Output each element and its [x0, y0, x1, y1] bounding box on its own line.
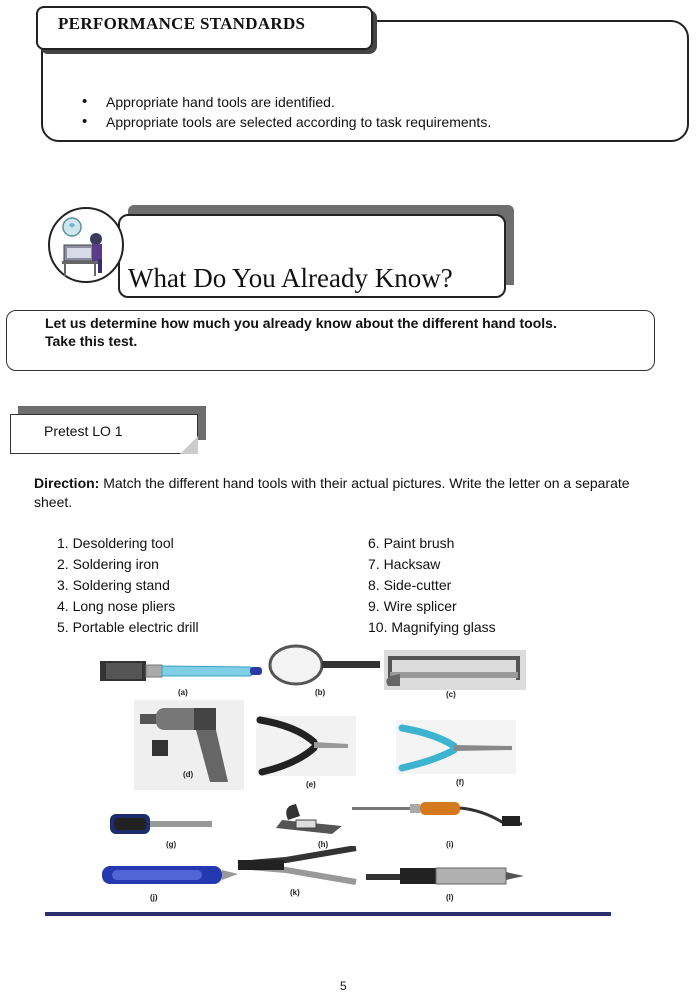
- bottom-rule: [45, 912, 611, 916]
- page-fold-icon: [180, 436, 198, 454]
- wire-stripper-icon: [236, 846, 360, 886]
- tools-list-right: [368, 533, 496, 638]
- caption-i: (i): [446, 840, 454, 849]
- caption-f: (f): [456, 778, 464, 787]
- intro-line-1: Let us determine how much you already know about the different hand tools.: [45, 315, 557, 331]
- list-item: 2. Soldering iron: [57, 556, 159, 572]
- desoldering-tool-icon: [366, 862, 526, 890]
- direction-body: Match the different hand tools with their actual pictures. Write the letter on a separate sheet.: [34, 475, 630, 510]
- student-at-desk-icon: [50, 209, 122, 281]
- tools-list-left: [57, 533, 199, 638]
- list-item: 6. Paint brush: [368, 535, 455, 551]
- caption-g: (g): [166, 840, 177, 849]
- list-item: 8. Side-cutter: [368, 577, 452, 593]
- hacksaw-icon: [384, 650, 526, 690]
- performance-standards-title-box: [36, 6, 373, 50]
- caption-e: (e): [306, 780, 316, 789]
- list-item: 5. Portable electric drill: [57, 619, 199, 635]
- intro-text: [45, 314, 645, 350]
- side-cutter-icon: [256, 716, 356, 776]
- caption-b: (b): [315, 688, 326, 697]
- caption-l: (l): [446, 893, 454, 902]
- list-item: 10. Magnifying glass: [368, 619, 496, 635]
- performance-standards-list: [82, 92, 491, 132]
- caption-h: (h): [318, 840, 329, 849]
- pretest-label: Pretest LO 1: [44, 423, 123, 439]
- student-illustration: [48, 207, 124, 283]
- section-heading: What Do You Already Know?: [128, 263, 453, 293]
- long-nose-pliers-icon: [396, 720, 516, 774]
- list-item: 9. Wire splicer: [368, 598, 457, 614]
- screwdriver-icon: [110, 810, 214, 838]
- list-item: 3. Soldering stand: [57, 577, 170, 593]
- caption-j: (j): [150, 893, 158, 902]
- list-item: 1. Desoldering tool: [57, 535, 174, 551]
- paint-brush-icon: [100, 656, 266, 686]
- page-number: 5: [340, 979, 347, 993]
- soldering-stand-icon: [272, 800, 356, 836]
- list-item: • Appropriate hand tools are identified.: [82, 92, 491, 112]
- caption-d: (d): [183, 770, 194, 779]
- caption-c: (c): [446, 690, 456, 699]
- intro-line-2: Take this test.: [45, 333, 138, 349]
- direction-label: Direction:: [34, 475, 100, 491]
- soldering-iron-icon: [352, 802, 532, 838]
- performance-standards-title: PERFORMANCE STANDARDS: [58, 14, 306, 33]
- direction-text: [34, 474, 644, 512]
- list-item: • Appropriate tools are selected according to task requirements.: [82, 112, 491, 132]
- list-item: 7. Hacksaw: [368, 556, 441, 572]
- list-item: 4. Long nose pliers: [57, 598, 176, 614]
- wire-splicer-icon: [102, 860, 238, 890]
- magnifying-glass-icon: [268, 643, 382, 687]
- caption-k: (k): [290, 888, 300, 897]
- caption-a: (a): [178, 688, 188, 697]
